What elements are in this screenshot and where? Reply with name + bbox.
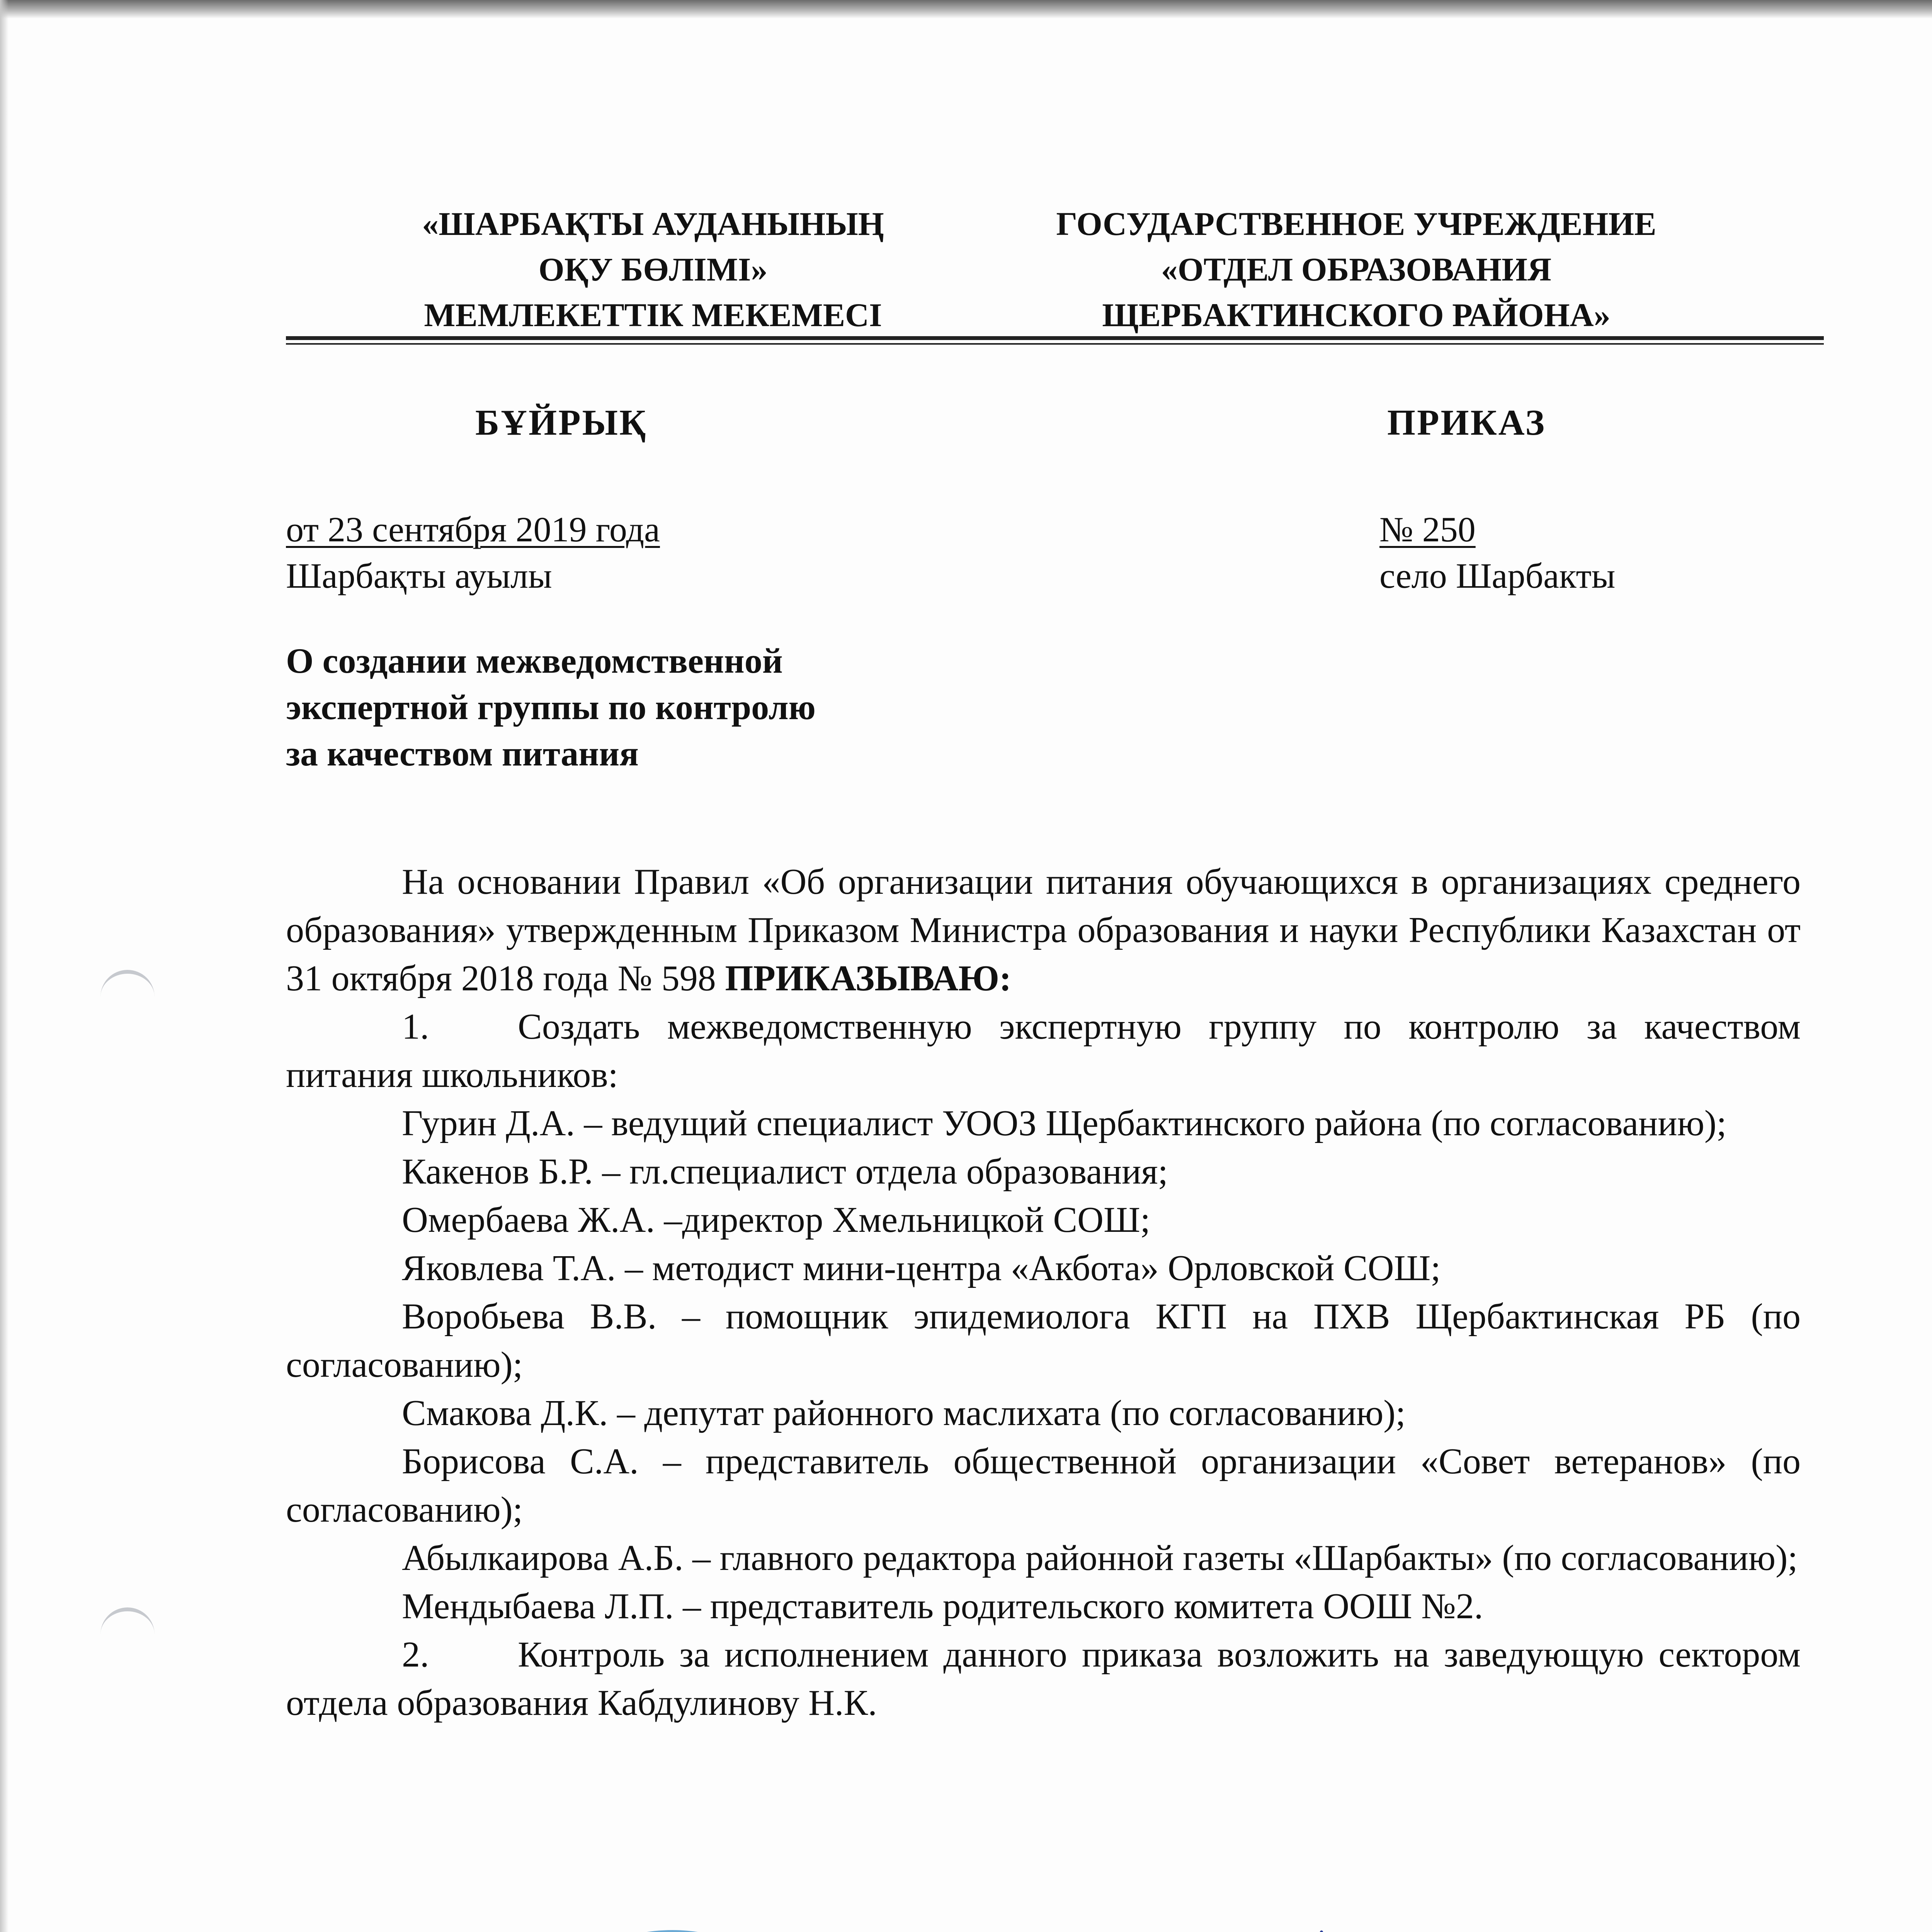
item-2 <box>286 1631 1801 1727</box>
place-kz: Шарбақты ауылы <box>286 556 552 595</box>
order-number-block <box>1379 506 1616 599</box>
order-date-block <box>286 506 660 599</box>
header-kz-line: «ШАРБАҚТЫ АУДАНЫНЫҢ <box>422 205 884 242</box>
punch-hole-mark <box>100 970 155 1001</box>
header-kz <box>325 201 981 338</box>
order-title-line: экспертной группы по контролю <box>286 687 816 727</box>
order-number: № 250 <box>1379 510 1476 549</box>
intro-paragraph <box>286 858 1801 1003</box>
member-item: Какенов Б.Р. – гл.специалист отдела образования; <box>402 1151 1168 1192</box>
header-ru-line: ГОСУДАРСТВЕННОЕ УЧРЕЖДЕНИЕ <box>1056 205 1656 242</box>
header-divider <box>286 336 1824 340</box>
order-word: ПРИКАЗЫВАЮ: <box>725 958 1012 998</box>
scan-left-edge <box>0 0 9 1932</box>
item-1 <box>286 1003 1801 1099</box>
member-item: Мендыбаева Л.П. – представитель родительского комитета ООШ №2. <box>402 1586 1483 1626</box>
place-ru: село Шарбакты <box>1379 556 1616 595</box>
doc-type-ru: ПРИКАЗ <box>1387 403 1546 443</box>
intro-text: На основании Правил «Об организации питания обучающихся в организациях среднего образования» утвержденным Приказом Министра образования и науки Республики Казахстан от 31 октября 2018 года № 598 <box>286 862 1801 998</box>
header-ru-line: ЩЕРБАКТИНСКОГО РАЙОНА» <box>1102 296 1611 333</box>
header-divider-thin <box>286 343 1824 345</box>
official-stamp <box>498 1924 846 1932</box>
member-item: Яковлева Т.А. – методист мини-центра «Акбота» Орловской СОШ; <box>402 1248 1441 1288</box>
scan-top-edge <box>0 0 1932 19</box>
member-item: Омербаева Ж.А. –директор Хмельницкой СОШ; <box>402 1200 1150 1240</box>
header-ru-line: «ОТДЕЛ ОБРАЗОВАНИЯ <box>1161 251 1552 288</box>
order-title-line: за качеством питания <box>286 734 639 773</box>
item-text: Создать межведомственную экспертную группу по контролю за качеством питания школьников: <box>286 1007 1801 1095</box>
member-item: Гурин Д.А. – ведущий специалист УООЗ Щербактинского района (по согласованию); <box>402 1103 1727 1143</box>
member-item: Смакова Д.К. – депутат районного маслихата (по согласованию); <box>402 1393 1406 1433</box>
item-text: Контроль за исполнением данного приказа возложить на заведующую сектором отдела образования Кабдулинову Н.К. <box>286 1634 1801 1723</box>
punch-hole-mark <box>100 1607 155 1638</box>
header-ru <box>997 201 1716 338</box>
doc-type-kz: БҰЙРЫҚ <box>475 403 648 443</box>
head-signature <box>1074 1924 1345 1932</box>
order-body <box>286 858 1801 1727</box>
order-title-line: О создании межведомственной <box>286 641 783 680</box>
member-item: Абылкаирова А.Б. – главного редактора районной газеты «Шарбакты» (по согласованию); <box>402 1538 1798 1578</box>
header-kz-line: МЕМЛЕКЕТТІК МЕКЕМЕСІ <box>424 296 882 333</box>
item-number: 1. <box>402 1007 429 1047</box>
item-number: 2. <box>402 1634 429 1675</box>
member-item: Борисова С.А. – представитель общественной организации «Совет ветеранов» (по согласованию); <box>286 1441 1801 1530</box>
header-kz-line: ОҚУ БӨЛІМІ» <box>538 251 768 288</box>
order-date: от 23 сентября 2019 года <box>286 510 660 549</box>
order-title <box>286 638 1097 777</box>
member-item: Воробьева В.В. – помощник эпидемиолога КГП на ПХВ Щербактинская РБ (по согласованию); <box>286 1296 1801 1385</box>
